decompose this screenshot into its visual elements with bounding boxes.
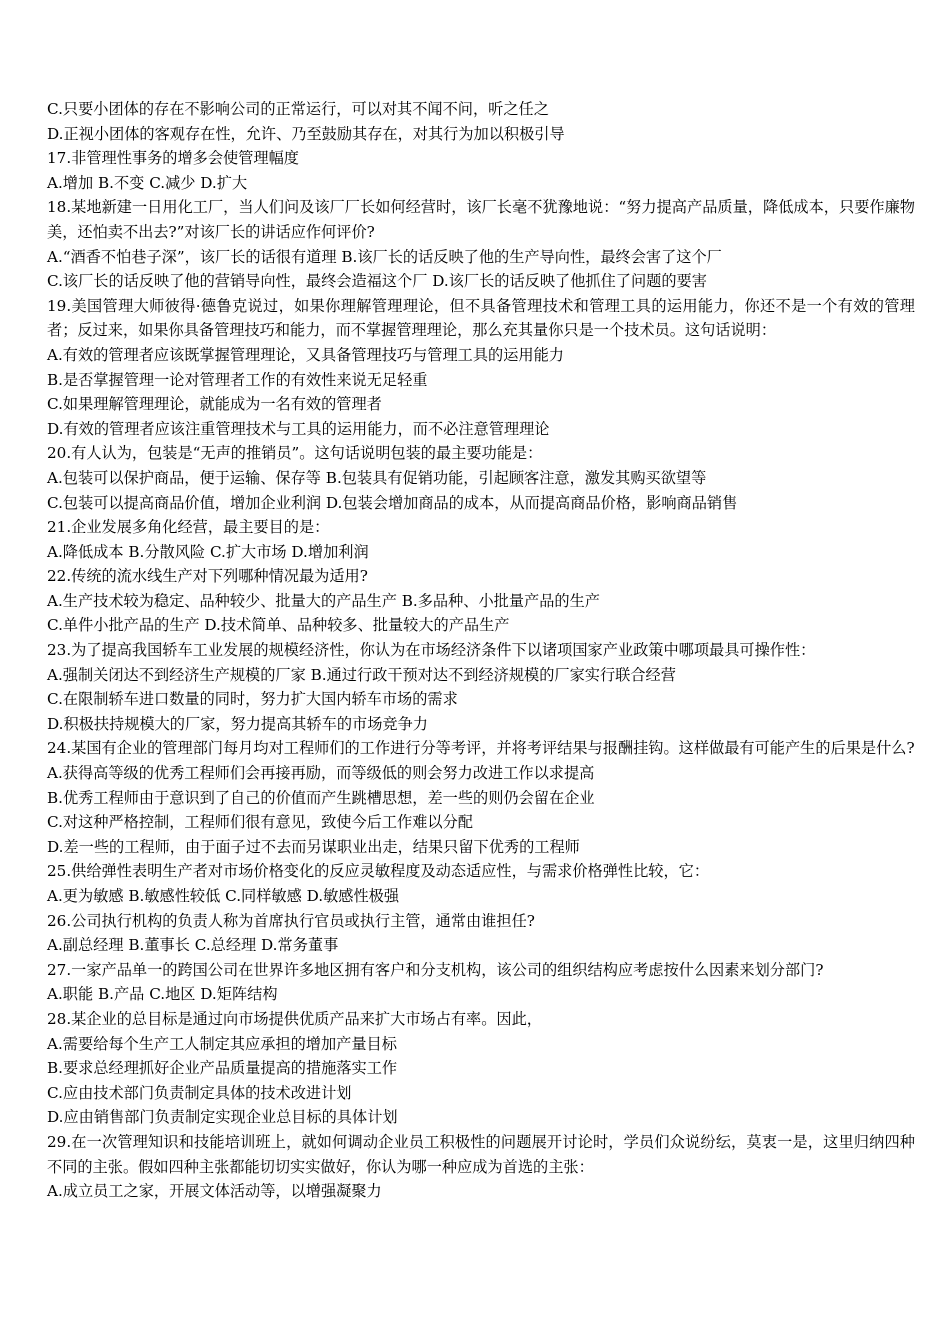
text-line: D.应由销售部门负责制定实现企业总目标的具体计划	[47, 1108, 398, 1127]
text-line: D.积极扶持规模大的厂家，努力提高其轿车的市场竞争力	[47, 714, 428, 733]
text-line: A.获得高等级的优秀工程师们会再接再励，而等级低的则会努力改进工作以求提高	[47, 764, 595, 783]
text-line: A.降低成本 B.分散风险 C.扩大市场 D.增加利润	[47, 542, 369, 561]
text-line: D.正视小团体的客观存在性，允许、乃至鼓励其存在，对其行为加以积极引导	[47, 124, 565, 143]
text-line: A.副总经理 B.董事长 C.总经理 D.常务董事	[47, 936, 339, 955]
text-line: A.增加 B.不变 C.减少 D.扩大	[47, 173, 248, 192]
text-line: B.要求总经理抓好企业产品质量提高的措施落实工作	[47, 1059, 398, 1078]
text-line: A.需要给每个生产工人制定其应承担的增加产量目标	[47, 1034, 397, 1053]
text-line: C.包装可以提高商品价值，增加企业利润 D.包装会增加商品的成本，从而提高商品价格，影响商品销售	[47, 493, 738, 512]
text-line: C.该厂长的话反映了他的营销导向性，最终会造福这个厂 D.该厂长的话反映了他抓住了问题的要害	[47, 272, 707, 291]
text-line: 28.某企业的总目标是通过向市场提供优质产品来扩大市场占有率。因此，	[47, 1009, 542, 1028]
text-line: 22.传统的流水线生产对下列哪种情况最为适用?	[47, 567, 368, 586]
text-line: 25.供给弹性表明生产者对市场价格变化的反应灵敏程度及动态适应性，与需求价格弹性比较，它：	[47, 862, 710, 881]
text-line: C.在限制轿车进口数量的同时，努力扩大国内轿车市场的需求	[47, 690, 458, 709]
text-line: A.强制关闭达不到经济生产规模的厂家 B.通过行政干预对达不到经济规模的厂家实行联合经营	[47, 665, 676, 684]
text-line: A.更为敏感 B.敏感性较低 C.同样敏感 D.敏感性极强	[47, 887, 400, 905]
text-line: C.如果理解管理理论，就能成为一名有效的管理者	[47, 395, 382, 414]
text-line: D.有效的管理者应该注重管理技术与工具的运用能力，而不必注意管理理论	[47, 419, 550, 438]
text-line: C.应由技术部门负责制定具体的技术改进计划	[47, 1083, 352, 1102]
question-paragraph: 24.某国有企业的管理部门每月均对工程师们的工作进行分等考评，并将考评结果与报酬挂钩。这样做最有可能产生的后果是什么?	[47, 739, 915, 758]
text-line: A.有效的管理者应该既掌握管理理论，又具备管理技巧与管理工具的运用能力	[47, 345, 564, 364]
text-line: C.对这种严格控制，工程师们很有意见，致使今后工作难以分配	[47, 813, 473, 832]
text-line: C.单件小批产品的生产 D.技术简单、品种较多、批量较大的产品生产	[47, 616, 510, 635]
question-paragraph: 18.某地新建一日用化工厂，当人们问及该厂厂长如何经营时，该厂长毫不犹豫地说：“努力提高产品质量，降低成本，只要作廉物美，还怕卖不出去?”对该厂长的讲话应作何评价?	[47, 198, 915, 241]
question-paragraph: 29.在一次管理知识和技能培训班上，就如何调动企业员工积极性的问题展开讨论时，学员们众说纷纭，莫衷一是，这里归纳四种不同的主张。假如四种主张都能切切实实做好，你认为哪一种应成为首选的主张：	[47, 1132, 915, 1176]
question-paragraph: 19.美国管理大师彼得·德鲁克说过，如果你理解管理理论，但不具备管理技术和管理工具的运用能力，你还不是一个有效的管理者；反过来，如果你具备管理技巧和能力，而不掌握管理理论，那么充其量你只是一个技术员。这句话说明：	[47, 296, 915, 340]
text-line: B.优秀工程师由于意识到了自己的价值而产生跳槽思想，差一些的则仍会留在企业	[47, 788, 595, 807]
text-line: A.职能 B.产品 C.地区 D.矩阵结构	[47, 985, 278, 1004]
text-line: 26.公司执行机构的负责人称为首席执行官员或执行主管，通常由谁担任?	[47, 911, 535, 930]
text-line: A.生产技术较为稳定、品种较少、批量大的产品生产 B.多品种、小批量产品的生产	[47, 591, 600, 610]
text-line: C.只要小团体的存在不影响公司的正常运行，可以对其不闻不问，听之任之	[47, 100, 549, 118]
text-line: A.成立员工之家，开展文体活动等，以增强凝聚力	[47, 1182, 382, 1201]
question-paragraph: 27.一家产品单一的跨国公司在世界许多地区拥有客户和分支机构，该公司的组织结构应考虑按什么因素来划分部门?	[47, 960, 824, 979]
text-line: 20.有人认为，包装是“无声的推销员”。这句话说明包装的最主要功能是：	[47, 444, 543, 463]
text-line: B.是否掌握管理一论对管理者工作的有效性来说无足轻重	[47, 370, 428, 389]
text-line: 23.为了提高我国轿车工业发展的规模经济性，你认为在市场经济条件下以诸项国家产业政策中哪项最具可操作性：	[47, 641, 816, 660]
text-line: A.“酒香不怕巷子深”，该厂长的话很有道理 B.该厂长的话反映了他的生产导向性，最终会害了这个厂	[47, 247, 722, 266]
text-line: 21.企业发展多角化经营，最主要目的是：	[47, 518, 330, 537]
document-body	[47, 97, 915, 1204]
text-line: 17.非管理性事务的增多会使管理幅度	[47, 149, 299, 168]
text-line: D.差一些的工程师，由于面子过不去而另谋职业出走，结果只留下优秀的工程师	[47, 837, 580, 856]
text-line: A.包装可以保护商品，便于运输、保存等 B.包装具有促销功能，引起顾客注意，激发其购买欲望等	[47, 468, 707, 487]
